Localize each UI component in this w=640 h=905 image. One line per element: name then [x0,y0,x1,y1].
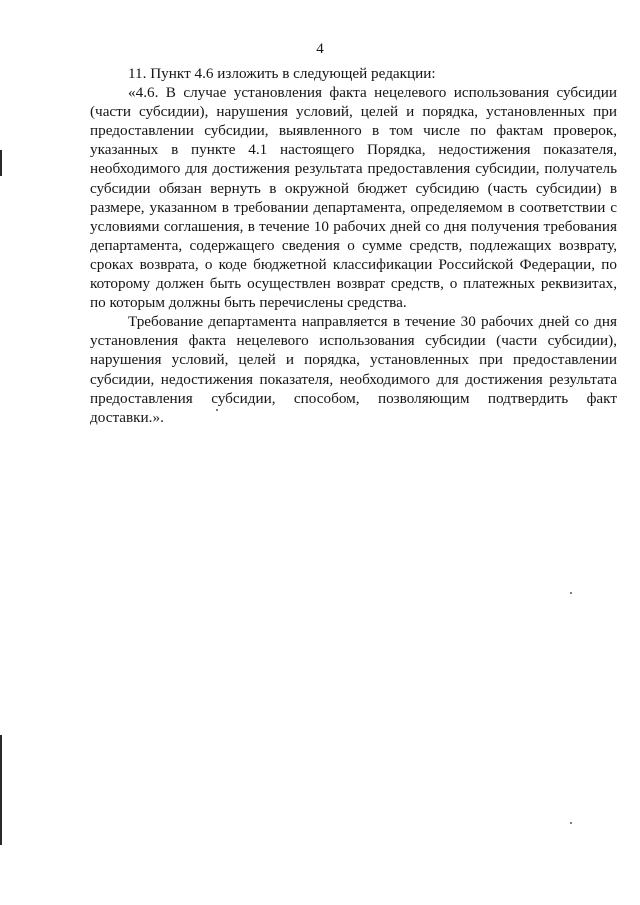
scan-speck [570,822,572,824]
page-number: 4 [316,41,324,57]
scan-speck [570,592,572,594]
clause-4-6-paragraph: «4.6. В случае установления факта нецелевого использования субсидии (части субсидии), нарушения условий, целей и порядка, установленных при предоставлении субсидии, выявленного в том числе по фактам проверок, указанных в пункте 4.1 настоящего Порядка, недостижения показателя, необходимого для достижения результата предоставления субсидии, получатель субсидии обязан вернуть в окружной бюджет субсидию (часть субсидии) в размере, указанном в требовании департамента, определяемом в соответствии с условиями соглашения, в течение 10 рабочих дней со дня получения требования департамента, содержащего сведения о сумме средств, подлежащих возврату, сроках возврата, о коде бюджетной классификации Российской Федерации, по которому должен быть осуществлен возврат средств, о платежных реквизитах, по которым должны быть перечислены средства. [90,84,617,312]
amendment-intro-paragraph: 11. Пункт 4.6 изложить в следующей редакции: [128,65,436,82]
scan-edge-mark [0,150,2,176]
scan-speck [216,409,218,411]
scan-edge-mark [0,735,2,845]
document-body [90,64,617,427]
requirement-paragraph: Требование департамента направляется в течение 30 рабочих дней со дня установления факта нецелевого использования субсидии (части субсидии), нарушения условий, целей и порядка, установленных при предоставлении субсидии, недостижения показателя, необходимого для достижения результата предоставления субсидии, способом, позволяющим подтвердить факт доставки.». [90,313,617,426]
